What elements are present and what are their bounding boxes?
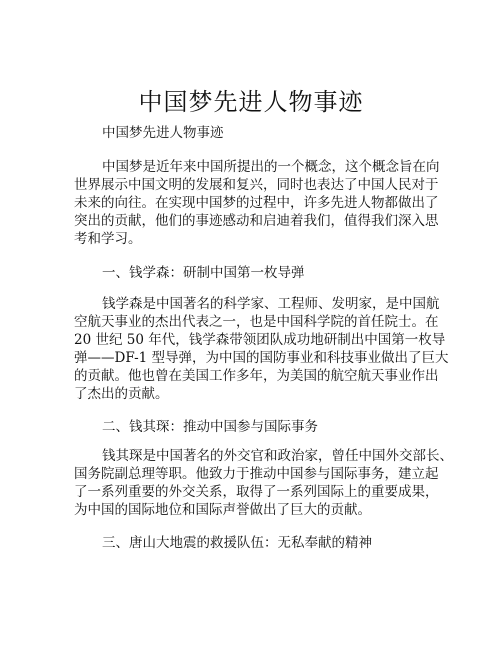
section-heading: 一、钱学森：研制中国第一枚导弹	[102, 265, 305, 281]
section-line: 了一系列重要的外交关系，取得了一系列国际上的重要成果，	[74, 484, 439, 500]
section-line: 钱学森是中国著名的科学家、工程师、发明家，是中国航	[102, 296, 440, 312]
intro-line: 未来的向往。在实现中国梦的过程中，许多先进人物都做出了	[74, 195, 439, 211]
section-line: 20 世纪 50 年代，钱学森带领团队成功地研制出中国第一枚导	[74, 332, 446, 348]
intro-line: 考和学习。	[74, 231, 142, 247]
document-title: 中国梦先进人物事迹	[138, 88, 364, 116]
section-line: 钱其琛是中国著名的外交官和政治家，曾任中国外交部长、	[102, 448, 453, 464]
intro-line: 突出的贡献，他们的事迹感动和启迪着我们，值得我们深入思	[74, 213, 439, 229]
section-line: 的贡献。他也曾在美国工作多年，为美国的航空航天事业作出	[74, 368, 439, 384]
section-heading: 三、唐山大地震的救援队伍：无私奉献的精神	[102, 535, 372, 551]
intro-line: 世界展示中国文明的发展和复兴，同时也表达了中国人民对于	[74, 177, 439, 193]
section-line: 为中国的国际地位和国际声誉做出了巨大的贡献。	[74, 502, 371, 518]
section-line: 了杰出的贡献。	[74, 386, 169, 402]
intro-line: 中国梦是近年来中国所提出的一个概念，这个概念旨在向	[102, 159, 440, 175]
document-subtitle: 中国梦先进人物事迹	[102, 125, 224, 141]
section-heading: 二、钱其琛：推动中国参与国际事务	[102, 419, 318, 435]
section-line: 弹——DF-1 型导弹，为中国的国防事业和科技事业做出了巨大	[74, 350, 449, 366]
section-line: 空航天事业的杰出代表之一，也是中国科学院的首任院士。在	[74, 314, 439, 330]
section-line: 国务院副总理等职。他致力于推动中国参与国际事务，建立起	[74, 466, 439, 482]
